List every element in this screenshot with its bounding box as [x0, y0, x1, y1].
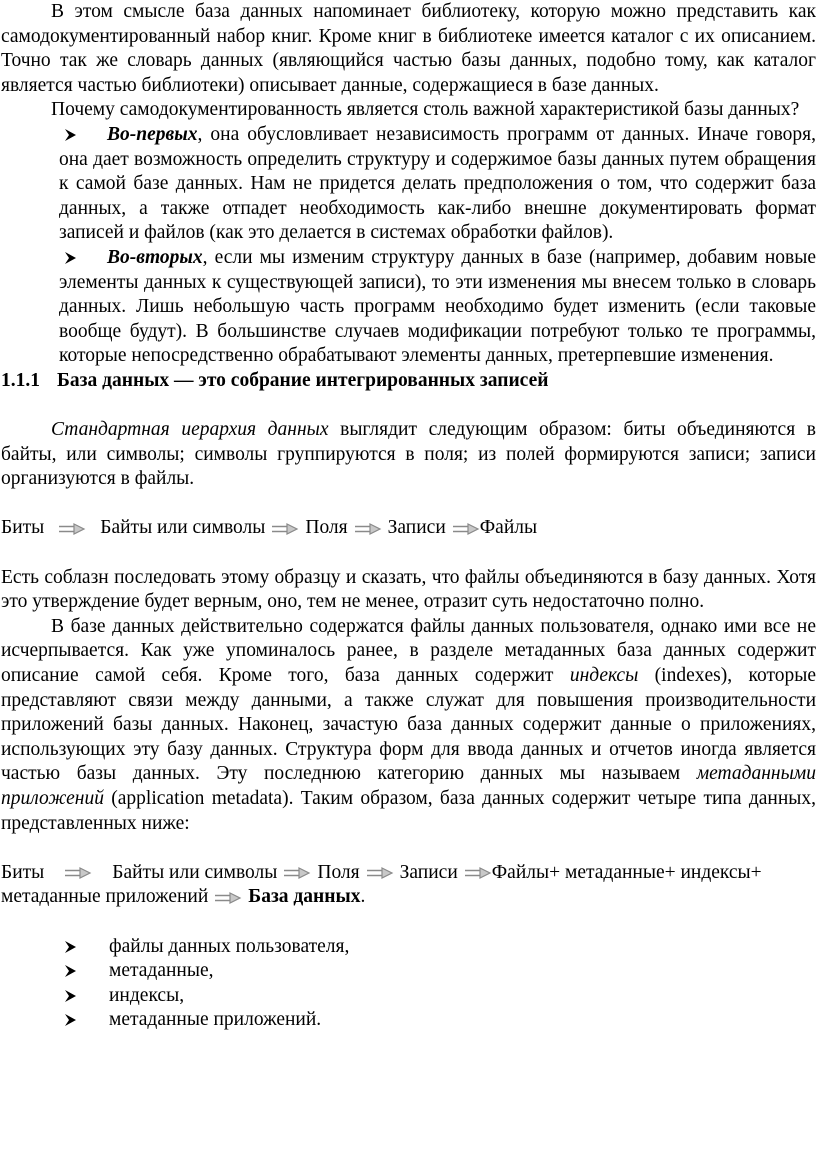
flow-item: Поля: [305, 517, 348, 539]
bullet-lead: Во-вторых: [107, 246, 203, 268]
paragraph-intro: В этом смысле база данных напоминает библиотеку, которую можно представить как самодокументированный набор книг. Кроме книг в библиотеке имеется каталог с их описанием. Точно так же словарь данных (являющийся частью базы данных, подобно тому, как каталог является частью библиотеки) описывает данные, содержащиеся в базе данных.: [1, 1, 816, 96]
flow-item: Биты: [1, 517, 45, 539]
arrowhead-bullet-icon: [64, 963, 78, 979]
paragraph-contents: В базе данных действительно содержатся файлы данных пользователя, однако ими все не исчерпывается. Как уже упоминалось ранее, в разделе метаданных база данных содержит описание самой себя. Кроме того, база данных содержит индексы (indexes), которые представляют связи между данными, а также служат для повышения производительности приложений базы данных. Наконец, зачастую база данных содержит данные о приложениях, использующих эту базу данных. Структура форм для ввода данных и отчетов иногда является частью базы данных. Эту последнюю категорию данных мы называем метаданными приложений (application metadata). Таким образом, база данных содержит четыре типа данных, представленных ниже:: [1, 615, 816, 834]
paragraph-hierarchy: Стандартная иерархия данных выглядит следующим образом: биты объединяются в байты, или символы; символы группируются в поля; из полей формируются записи; записи организуются в файлы.: [1, 419, 816, 490]
flow-item: Записи: [387, 517, 446, 539]
bullet-text: , она обусловливает независимость программ от данных. Иначе говоря, она дает возможность определить структуру и содержимое базы данных путем обращения к самой базе данных. Нам не придется делать предположения о том, что содержит база данных, а также отпадет необходимость как-либо внешне документировать формат записей и файлов (как это делается в системах обработки файлов).: [59, 123, 816, 244]
flow-item: Биты: [1, 861, 45, 883]
italic-term: метаданными приложений: [1, 763, 816, 809]
flow-item: Файлы: [479, 517, 538, 539]
bullet-item: [1, 246, 816, 369]
arrowhead-bullet-icon: [64, 988, 78, 1004]
flow-result: База данных: [248, 886, 361, 908]
double-arrow-icon: [464, 867, 492, 879]
section-heading: [1, 369, 816, 394]
flow-item: Байты или символы: [112, 861, 278, 883]
double-arrow-icon: [452, 523, 480, 535]
flow-item: Файлы+ метаданные+ индексы+: [491, 861, 762, 883]
flow-item: Поля: [317, 861, 360, 883]
list-item: метаданные приложений.: [1, 1008, 816, 1033]
flow-item: метаданные приложений: [1, 886, 209, 908]
list-item: метаданные,: [1, 959, 816, 984]
list-item: индексы,: [1, 984, 816, 1009]
italic-term: индексы: [569, 665, 639, 687]
double-arrow-icon: [283, 867, 311, 879]
double-arrow-icon: [271, 523, 299, 535]
double-arrow-icon: [58, 523, 86, 535]
database-flow: Биты Байты или символы Поля Записи Файлы+ метаданные+ индексы+ метаданные приложений База данных.: [1, 861, 762, 908]
hierarchy-flow: [1, 516, 816, 541]
section-title: База данных — это собрание интегрированных записей: [57, 369, 549, 391]
bullet-text: , если мы изменим структуру данных в базе (например, добавим новые элементы данных к существующей записи), то эти изменения мы внесем только в словарь данных. Лишь небольшую часть программ необходимо будет изменить (если таковые вообще будут). В большинстве случаев модификации потребуют только те программы, которые непосредственно обрабатывают элементы данных, претерпевшие изменения.: [59, 246, 816, 367]
paragraph-question: Почему самодокументированность является столь важной характеристикой базы данных?: [51, 99, 800, 121]
arrowhead-bullet-icon: [64, 939, 78, 955]
double-arrow-icon: [354, 523, 382, 535]
italic-term: Стандартная иерархия данных: [51, 419, 329, 441]
double-arrow-icon: [64, 867, 92, 879]
flow-item: Записи: [399, 861, 458, 883]
double-arrow-icon: [366, 867, 394, 879]
bullet-item: [1, 123, 816, 246]
section-number: 1.1.1: [1, 369, 40, 391]
bullet-lead: Во-первых: [107, 123, 198, 145]
arrowhead-bullet-icon: [64, 127, 78, 143]
double-arrow-icon: [214, 892, 242, 904]
paragraph-temptation: Есть соблазн последовать этому образцу и сказать, что файлы объединяются в базу данных. Хотя это утверждение будет верным, оно, тем не менее, отразит суть недостаточно полно.: [1, 566, 816, 613]
flow-item: Байты или символы: [100, 517, 266, 539]
arrowhead-bullet-icon: [64, 1012, 78, 1028]
arrowhead-bullet-icon: [64, 250, 78, 266]
list-item: файлы данных пользователя,: [1, 935, 816, 960]
